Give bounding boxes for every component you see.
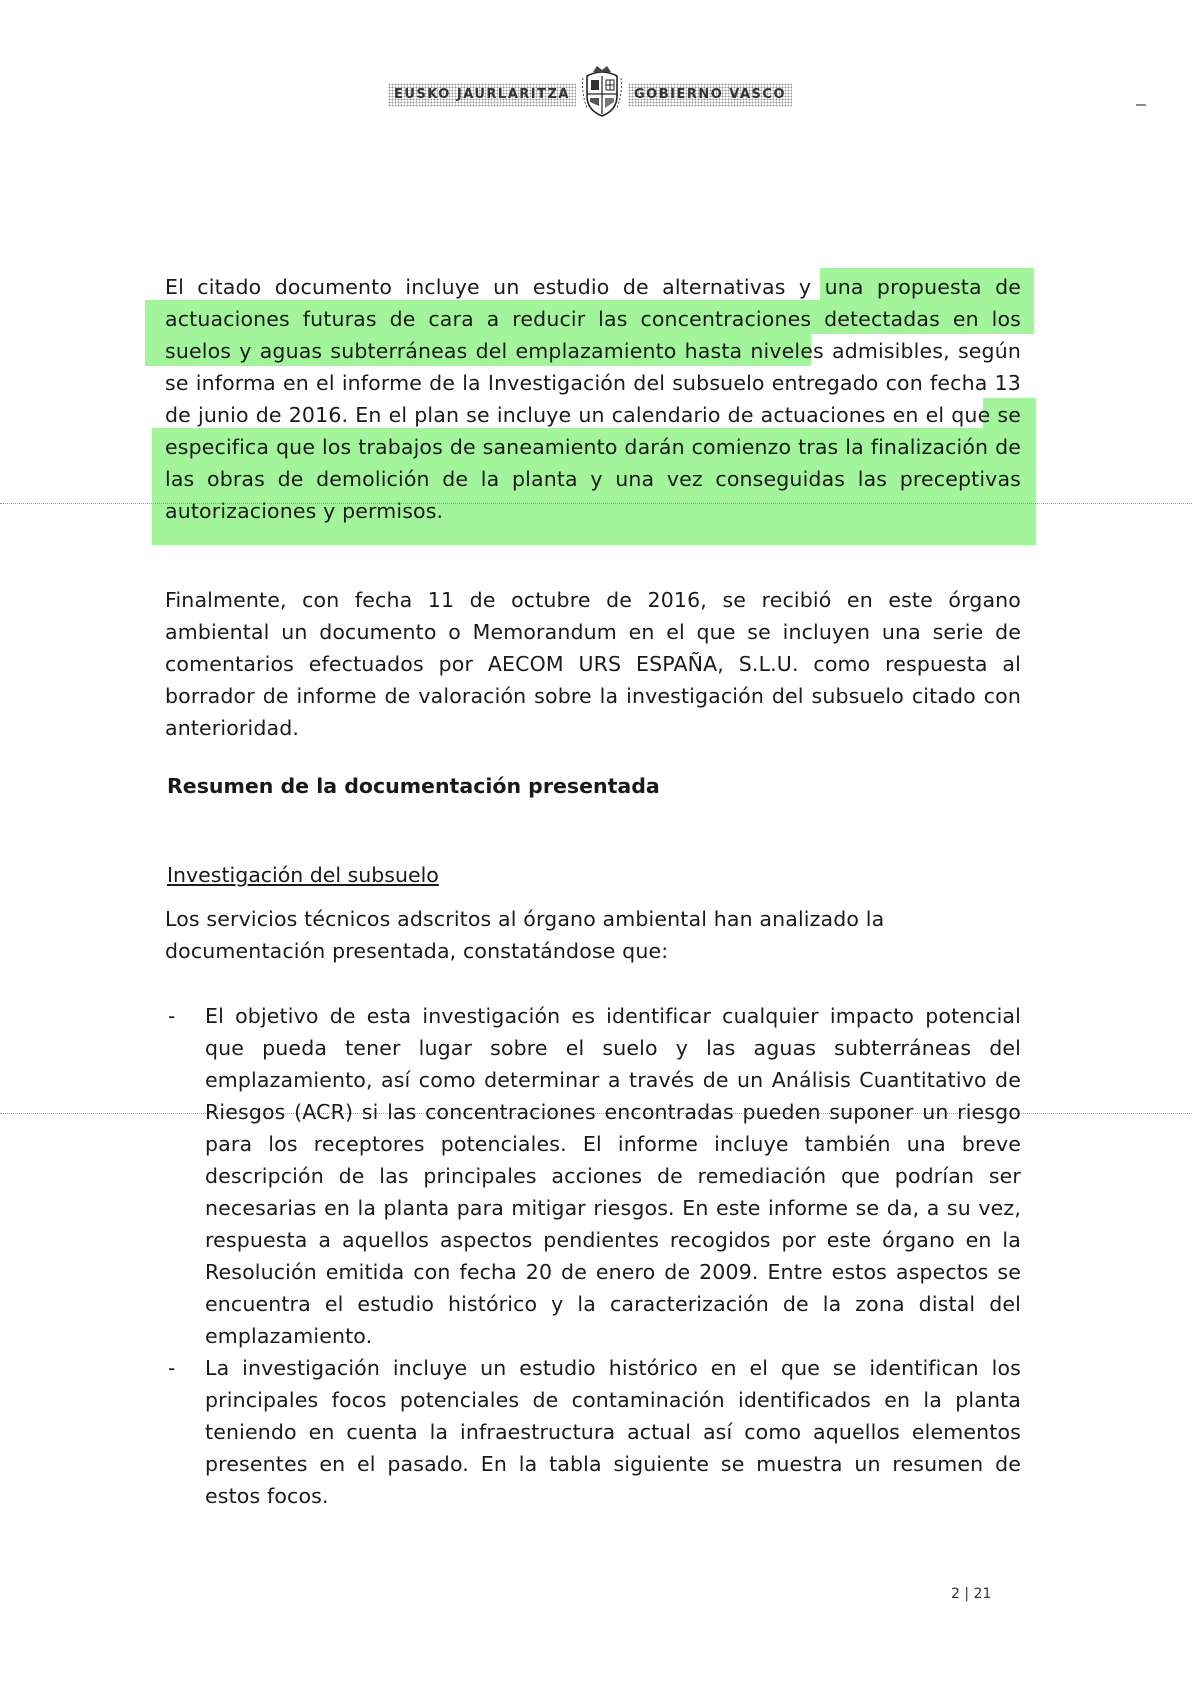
intro-paragraph: Los servicios técnicos adscritos al órgano ambiental han analizado la documentación presentada, constatándose que: bbox=[165, 907, 885, 963]
paragraph-alternatives bbox=[165, 271, 1021, 527]
subsection-heading: Investigación del subsuelo bbox=[167, 863, 439, 887]
coat-of-arms-icon bbox=[577, 62, 627, 120]
bullet-marker: - bbox=[168, 1004, 176, 1028]
page-current: 2 bbox=[951, 1586, 960, 1602]
bullet-item-historical-study: La investigación incluye un estudio histórico en el que se identifican los principales focos potenciales de contaminación identificados en la planta teniendo en cuenta la infraestructura actual así como aquellos elementos presentes en el pasado. En la tabla siguiente se muestra un resumen de estos focos. bbox=[205, 1356, 1021, 1508]
paragraph-text: El citado documento incluye un estudio de alternativas y bbox=[165, 275, 825, 299]
section-heading: Resumen de la documentación presentada bbox=[167, 774, 660, 798]
bullet-item-objective: El objetivo de esta investigación es identificar cualquier impacto potencial que pueda tener lugar sobre el suelo y las aguas subterráneas del emplazamiento, así como determinar a través de un Análisis Cuantitativo de Riesgos (ACR) si las concentraciones encontradas pueden suponer un riesgo para los receptores potenciales. El informe incluye también una breve descripción de las principales acciones de remediación que podrían ser necesarias en la planta para mitigar riesgos. En este informe se da, a su vez, respuesta a aquellos aspectos pendientes recogidos por este órgano en la Resolución emitida con fecha 20 de enero de 2009. Entre estos aspectos se encuentra el estudio histórico y la caracterización de la zona distal del emplazamiento. bbox=[205, 1004, 1021, 1348]
paragraph-memorandum: Finalmente, con fecha 11 de octubre de 2016, se recibió en este órgano ambiental un documento o Memorandum en el que se incluyen una serie de comentarios efectuados por AECOM URS ESPAÑA, S.L.U. como respuesta al borrador de informe de valoración sobre la investigación del subsuelo citado con anterioridad. bbox=[165, 588, 1021, 740]
letterhead-spanish-name: GOBIERNO VASCO bbox=[628, 83, 792, 107]
page-number bbox=[951, 1586, 991, 1602]
bullet-marker: - bbox=[168, 1356, 176, 1380]
letterhead-basque-name: EUSKO JAURLARITZA bbox=[388, 83, 576, 107]
page-separator: | bbox=[964, 1586, 970, 1602]
margin-mark bbox=[1136, 104, 1146, 106]
highlighted-text: los trabajos de saneamiento darán comienzo tras la finalización de las obras de demolición de la planta y una vez conseguidas las preceptivas autorizaciones y permisos. bbox=[165, 435, 1022, 523]
letterhead bbox=[388, 80, 792, 110]
paragraph-text: , según se informa en el informe de la Investigación del subsuelo entregado con fecha 13 de junio de 2016. En el plan se incluye un calendario de actuaciones en el que se especifica que bbox=[165, 339, 1022, 459]
page-total: 21 bbox=[973, 1586, 992, 1602]
highlighted-text: una propuesta de actuaciones futuras de cara a reducir las concentraciones detectadas en los suelos y aguas subterráneas del emplazamiento hasta niveles admisibles bbox=[165, 275, 1021, 363]
